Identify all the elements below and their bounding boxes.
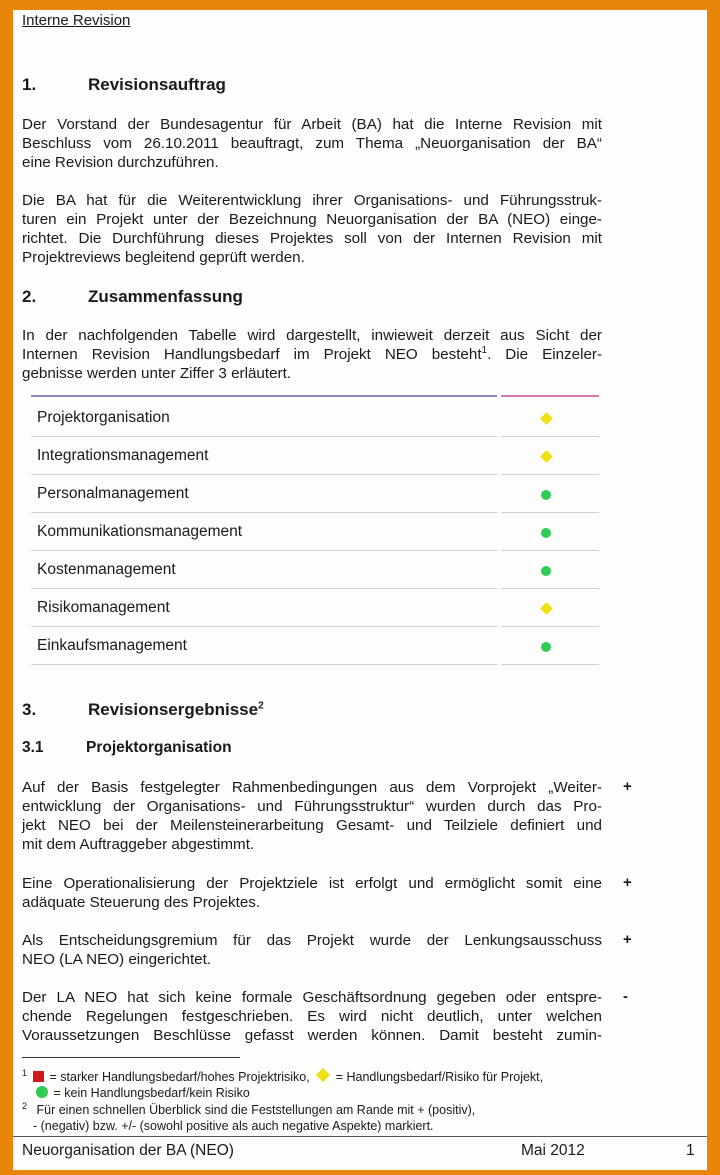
paragraph-3: In der nachfolgenden Tabelle wird dargestellt, inwieweit derzeit aus Sicht der Internen Revision Handlungsbedarf im Projekt NEO besteht$^1$. Die Einzeler- gebnisse werden unter Ziffer 3 erläutert.: [22, 327, 602, 382]
footnote-2: $^2$ Für einen schnellen Überblick sind die Feststellungen am Rande mit + (positiv),: [22, 1100, 476, 1117]
green-dot-icon: [541, 490, 551, 500]
table-row: [31, 551, 599, 589]
row-label: Kostenmanagement: [37, 561, 176, 578]
table-row: [31, 399, 599, 437]
yellow-diamond-icon: [316, 1068, 330, 1082]
paragraph-1: Der Vorstand der Bundesagentur für Arbeit (BA) hat die Interne Revision mit Beschluss vom 26.10.2011 beauftragt, zum Thema „Neuorganisation der BA“ eine Revision durchzuführen.: [22, 116, 602, 171]
footnote-2-cont: - (negativ) bzw. +/- (sowohl positive als auch negative Aspekte) markiert.: [33, 1119, 434, 1133]
paragraph-7: Der LA NEO hat sich keine formale Geschäftsordnung gegeben oder entspre- chende Regelungen festgeschrieben. Es wird nicht deutlich, unter welchen Voraussetzungen Beschlüsse gefasst werden können. Damit besteht zumin-: [22, 989, 602, 1044]
yellow-diamond-icon: [540, 602, 553, 615]
green-dot-icon: [36, 1086, 48, 1098]
row-rule: [31, 664, 497, 665]
section-title: Revisionsauftrag: [88, 75, 226, 94]
paragraph-4: Auf der Basis festgelegter Rahmenbedingungen aus dem Vorprojekt „Weiter- entwicklung der Organisations- und Führungsstruktur“ wurden durch das Pro- jekt NEO bei der Meilensteinerarbeitung Gesamt- und Teilziele definiert und mit dem Auftraggeber abgestimmt.: [22, 779, 602, 853]
footnote-rule: [22, 1057, 240, 1058]
row-label: Projektorganisation: [37, 409, 170, 426]
green-dot-icon: [541, 642, 551, 652]
row-label: Kommunikationsmanagement: [37, 523, 243, 540]
table-top-rule: [31, 395, 497, 397]
footer-date: Mai 2012: [521, 1142, 585, 1159]
footnote-1: $^1$ = starker Handlungsbedarf/hohes Projektrisiko, = Handlungsbedarf/Risiko für Projekt,: [22, 1067, 544, 1084]
table-row: [31, 513, 599, 551]
margin-mark: +: [623, 778, 632, 795]
yellow-diamond-icon: [540, 450, 553, 463]
row-label: Risikomanagement: [37, 599, 170, 616]
green-dot-icon: [541, 528, 551, 538]
yellow-diamond-icon: [540, 412, 553, 425]
section-3-1-heading: 3.1 Projektorganisation: [22, 739, 232, 756]
margin-mark: +: [623, 874, 632, 891]
row-rule-status: [501, 664, 599, 665]
table-row: [31, 589, 599, 627]
page-number: 1: [686, 1142, 695, 1159]
footnote-1-cont: = kein Handlungsbedarf/kein Risiko: [22, 1086, 250, 1100]
table-row: [31, 437, 599, 475]
paragraph-5: Eine Operationalisierung der Projektziele ist erfolgt und ermöglicht somit eine adäquate Steuerung des Projektes.: [22, 875, 602, 911]
table-row: [31, 627, 599, 665]
footer-title: Neuorganisation der BA (NEO): [22, 1142, 234, 1159]
paragraph-6: Als Entscheidungsgremium für das Projekt wurde der Lenkungsausschuss NEO (LA NEO) eingerichtet.: [22, 932, 602, 968]
table-row: [31, 475, 599, 513]
page-header: Interne Revision: [22, 12, 131, 29]
row-label: Einkaufsmanagement: [37, 637, 187, 654]
paragraph-2: Die BA hat für die Weiterentwicklung ihrer Organisations- und Führungsstruk- turen ein Projekt unter der Bezeichnung Neuorganisation der BA (NEO) einge- richtet. Die Durchführung dieses Projektes soll von der Internen Revision mit Projektreviews begleitend geprüft werden.: [22, 192, 602, 266]
section-number: 1.: [22, 75, 37, 94]
margin-mark: +: [623, 931, 632, 948]
row-label: Integrationsmanagement: [37, 447, 209, 464]
red-square-icon: [33, 1071, 44, 1082]
margin-mark: -: [623, 988, 628, 1005]
footer-rule: [13, 1136, 707, 1137]
green-dot-icon: [541, 566, 551, 576]
row-label: Personalmanagement: [37, 485, 189, 502]
document-page: Interne Revision 1. Revisionsauftrag Der Vorstand der Bundesagentur für Arbeit (BA) hat die Interne Revision mit Beschluss vom 26.10.2011 beauftragt, zum Thema „Neuorganisation der BA“ eine Revision durchzuführen. Die BA hat für die Weiterentwicklung ihrer Organisations- und Führungsstruk- turen ein Projekt unter der Bezeichnung Neuorganisation der BA (NEO) einge- richtet. Die Durchführung dieses Projektes soll von der Internen Revision mit Projektreviews begleitend geprüft werden. 2. Zusammenfassung In der nachfolgenden Tabelle wird dargestellt, inwieweit derzeit aus Sicht der Internen Revision Handlungsbedarf im Projekt NEO besteht$^1$. Die Einzeler- gebnisse werden unter Ziffer 3 erläutert. Projektorganisation Integrationsmanagement Personalmanagement Kommunikationsmanagement Kostenmanagement Risikomanagement Einkaufsmanagement 3. Revisionsergebnisse$^2$ 3.1 Projektorganisation Auf der Basis festgelegter Rahmenbedingungen aus dem Vorprojekt „Weiter- entwicklung der Organisations- und Führungsstruktur“ wurden durch das Pro- jekt NEO bei der Meilensteinerarbeitung Gesamt- und Teilziele definiert und mit dem Auftraggeber abgestimmt. + Eine Operationalisierung der Projektziele ist erfolgt und ermöglicht somit eine adäquate Steuerung des Projektes. + Als Entscheidungsgremium für das Projekt wurde der Lenkungsausschuss NEO (LA NEO) eingerichtet. + Der LA NEO hat sich keine formale Geschäftsordnung gegeben oder entspre- chende Regelungen festgeschrieben. Es wird nicht deutlich, unter welchen Voraussetzungen Beschlüsse gefasst werden können. Damit besteht zumin- - $^1$ = starker Handlungsbedarf/hohes Projektrisiko, = Handlungsbedarf/Risiko für Projekt, = kein Handlungsbedarf/kein Risiko $^2$ Für einen schnellen Überblick sind die Feststellungen am Rande mit + (positiv), - (negativ) bzw. +/- (sowohl positive als auch negative Aspekte) markiert. Neuorganisation der BA (NEO) Mai 2012 1: [13, 10, 707, 1170]
table-top-rule-status: [501, 395, 599, 397]
